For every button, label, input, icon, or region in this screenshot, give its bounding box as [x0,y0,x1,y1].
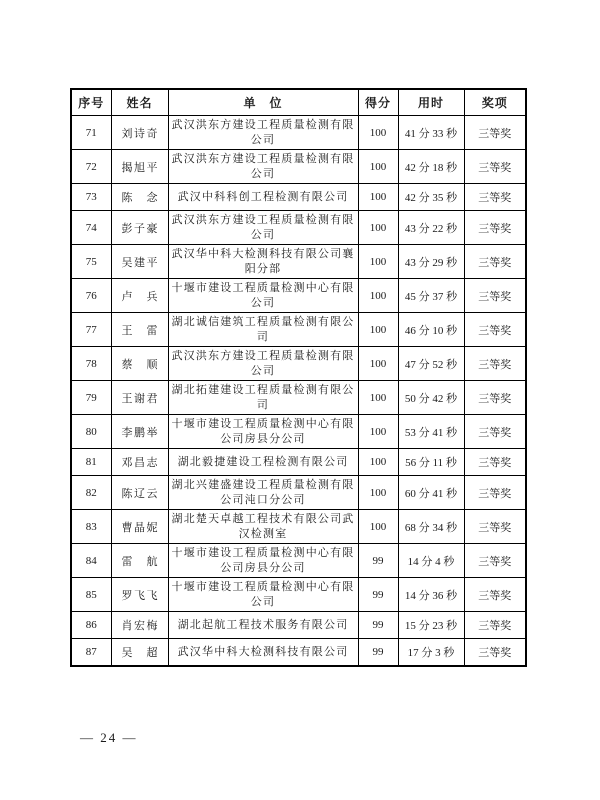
unit-cell: 湖北毅捷建设工程检测有限公司 [168,449,358,476]
award-cell: 三等奖 [464,578,526,612]
name-text: 雷航 [121,555,158,568]
name-text: 刘诗奇 [121,127,158,140]
time-cell: 41 分 33 秒 [398,116,464,150]
name-cell [111,184,168,211]
score-cell: 100 [358,347,398,381]
name-text: 陈辽云 [121,487,158,500]
award-cell: 三等奖 [464,245,526,279]
results-table-wrapper [70,88,527,667]
name-cell [111,612,168,639]
serial-cell: 79 [71,381,111,415]
time-cell: 42 分 18 秒 [398,150,464,184]
score-cell: 100 [358,245,398,279]
name-text: 卢兵 [121,290,158,303]
table-row [71,313,526,347]
table-body [71,116,526,667]
serial-cell: 83 [71,510,111,544]
name-text: 邓昌志 [121,457,158,469]
name-cell [111,639,168,667]
time-cell: 14 分 4 秒 [398,544,464,578]
unit-cell: 武汉华中科大检测科技有限公司 [168,639,358,667]
unit-cell: 湖北楚天卓越工程技术有限公司武汉检测室 [168,510,358,544]
column-header-5: 奖项 [464,89,526,116]
table-row [71,150,526,184]
name-cell [111,381,168,415]
unit-cell: 十堰市建设工程质量检测中心有限公司 [168,578,358,612]
score-cell: 100 [358,211,398,245]
serial-cell: 74 [71,211,111,245]
unit-cell: 十堰市建设工程质量检测中心有限公司 [168,279,358,313]
table-row [71,544,526,578]
award-cell: 三等奖 [464,116,526,150]
score-cell: 99 [358,578,398,612]
serial-cell: 81 [71,449,111,476]
score-cell: 99 [358,544,398,578]
table-row [71,279,526,313]
award-cell: 三等奖 [464,639,526,667]
time-cell: 60 分 41 秒 [398,476,464,510]
table-row [71,116,526,150]
serial-cell: 73 [71,184,111,211]
table-row [71,510,526,544]
serial-cell: 85 [71,578,111,612]
award-cell: 三等奖 [464,612,526,639]
name-cell [111,449,168,476]
time-cell: 14 分 36 秒 [398,578,464,612]
award-cell: 三等奖 [464,510,526,544]
score-cell: 100 [358,449,398,476]
award-cell: 三等奖 [464,449,526,476]
name-cell [111,415,168,449]
award-cell: 三等奖 [464,211,526,245]
name-cell [111,245,168,279]
serial-cell: 72 [71,150,111,184]
serial-cell: 78 [71,347,111,381]
time-cell: 46 分 10 秒 [398,313,464,347]
name-text: 彭子豪 [121,222,158,235]
unit-cell: 湖北兴建盛建设工程质量检测有限公司沌口分公司 [168,476,358,510]
name-text: 揭旭平 [121,161,158,174]
award-cell: 三等奖 [464,279,526,313]
award-cell: 三等奖 [464,347,526,381]
name-cell [111,313,168,347]
award-cell: 三等奖 [464,313,526,347]
award-cell: 三等奖 [464,381,526,415]
time-cell: 50 分 42 秒 [398,381,464,415]
name-text: 王谢君 [121,392,158,405]
score-cell: 99 [358,612,398,639]
name-text: 陈念 [121,192,158,204]
time-cell: 42 分 35 秒 [398,184,464,211]
name-text: 肖宏梅 [121,620,158,632]
score-cell: 99 [358,639,398,667]
table-row [71,639,526,667]
name-cell [111,279,168,313]
name-text: 蔡顺 [121,358,158,371]
award-cell: 三等奖 [464,150,526,184]
time-cell: 43 分 29 秒 [398,245,464,279]
time-cell: 68 分 34 秒 [398,510,464,544]
score-cell: 100 [358,279,398,313]
serial-cell: 71 [71,116,111,150]
name-text: 李鹏举 [121,426,158,439]
table-row [71,449,526,476]
unit-cell: 武汉洪东方建设工程质量检测有限公司 [168,116,358,150]
score-cell: 100 [358,510,398,544]
score-cell: 100 [358,150,398,184]
score-cell: 100 [358,415,398,449]
name-cell [111,476,168,510]
award-cell: 三等奖 [464,415,526,449]
time-cell: 17 分 3 秒 [398,639,464,667]
table-row [71,476,526,510]
name-text: 吴超 [121,647,158,659]
unit-cell: 湖北拓建建设工程质量检测有限公司 [168,381,358,415]
unit-cell: 武汉洪东方建设工程质量检测有限公司 [168,347,358,381]
unit-cell: 湖北诚信建筑工程质量检测有限公司 [168,313,358,347]
score-cell: 100 [358,116,398,150]
table-row [71,184,526,211]
name-cell [111,544,168,578]
column-header-0: 序号 [71,89,111,116]
column-header-1: 姓名 [111,89,168,116]
table-row [71,415,526,449]
column-header-2: 单 位 [168,89,358,116]
column-header-3: 得分 [358,89,398,116]
table-row [71,211,526,245]
unit-cell: 十堰市建设工程质量检测中心有限公司房县分公司 [168,544,358,578]
name-text: 吴建平 [121,256,158,269]
table-row [71,347,526,381]
time-cell: 56 分 11 秒 [398,449,464,476]
serial-cell: 87 [71,639,111,667]
name-cell [111,578,168,612]
unit-cell: 武汉华中科大检测科技有限公司襄阳分部 [168,245,358,279]
serial-cell: 82 [71,476,111,510]
serial-cell: 80 [71,415,111,449]
results-table [70,88,527,667]
table-row [71,381,526,415]
unit-cell: 武汉洪东方建设工程质量检测有限公司 [168,150,358,184]
time-cell: 47 分 52 秒 [398,347,464,381]
name-text: 王雷 [121,324,158,337]
time-cell: 45 分 37 秒 [398,279,464,313]
name-text: 罗飞飞 [121,589,158,602]
award-cell: 三等奖 [464,476,526,510]
page-number: — 24 — [80,730,138,745]
time-cell: 15 分 23 秒 [398,612,464,639]
name-cell [111,510,168,544]
score-cell: 100 [358,381,398,415]
header-row [71,89,526,116]
table-row [71,578,526,612]
name-cell [111,211,168,245]
table-row [71,612,526,639]
score-cell: 100 [358,313,398,347]
name-cell [111,150,168,184]
serial-cell: 77 [71,313,111,347]
score-cell: 100 [358,476,398,510]
name-cell [111,116,168,150]
serial-cell: 75 [71,245,111,279]
unit-cell: 武汉中科科创工程检测有限公司 [168,184,358,211]
name-cell [111,347,168,381]
column-header-4: 用时 [398,89,464,116]
award-cell: 三等奖 [464,184,526,211]
table-row [71,245,526,279]
unit-cell: 武汉洪东方建设工程质量检测有限公司 [168,211,358,245]
time-cell: 53 分 41 秒 [398,415,464,449]
award-cell: 三等奖 [464,544,526,578]
name-text: 曹晶妮 [121,521,158,534]
unit-cell: 十堰市建设工程质量检测中心有限公司房县分公司 [168,415,358,449]
unit-cell: 湖北起航工程技术服务有限公司 [168,612,358,639]
time-cell: 43 分 22 秒 [398,211,464,245]
serial-cell: 86 [71,612,111,639]
serial-cell: 76 [71,279,111,313]
serial-cell: 84 [71,544,111,578]
score-cell: 100 [358,184,398,211]
